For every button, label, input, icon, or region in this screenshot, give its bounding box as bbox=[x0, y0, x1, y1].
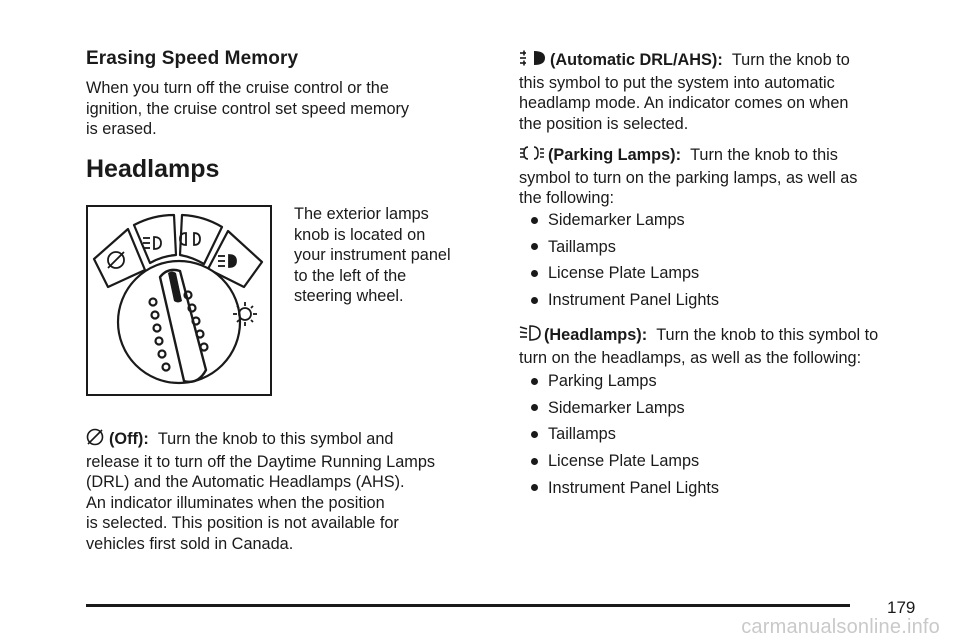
list-item: Sidemarker Lamps bbox=[531, 398, 719, 425]
parking-lamps-term: (Parking Lamps): bbox=[548, 146, 681, 164]
text-line: is erased. bbox=[86, 120, 157, 138]
headlamps-icon bbox=[519, 324, 541, 348]
text-line: turn on the headlamps, as well as the following: bbox=[519, 348, 862, 367]
parking-lamps-list bbox=[531, 210, 719, 317]
erase-paragraph bbox=[86, 78, 478, 140]
off-paragraph bbox=[86, 428, 486, 554]
off-term: (Off): bbox=[109, 430, 149, 448]
text-line: to the left of the bbox=[294, 266, 407, 285]
parking-lamps-paragraph bbox=[519, 144, 929, 209]
section-heading-erasing-speed-memory: Erasing Speed Memory bbox=[86, 48, 299, 69]
list-item: License Plate Lamps bbox=[531, 263, 719, 290]
list-item: Instrument Panel Lights bbox=[531, 290, 719, 317]
headlamps-paragraph bbox=[519, 324, 939, 368]
automatic-headlamp-icon bbox=[519, 49, 547, 73]
section-heading-headlamps: Headlamps bbox=[86, 155, 220, 183]
list-item: Instrument Panel Lights bbox=[531, 478, 719, 505]
text-line bbox=[519, 144, 929, 168]
text-line: (DRL) and the Automatic Headlamps (AHS). bbox=[86, 473, 405, 491]
list-item: License Plate Lamps bbox=[531, 451, 719, 478]
text-line: An indicator illuminates when the position bbox=[86, 493, 385, 512]
text-line: headlamp mode. An indicator comes on when bbox=[519, 94, 849, 112]
parking-lamps-first-text: Turn the knob to this bbox=[690, 146, 838, 164]
text-line: symbol to turn on the parking lamps, as well as bbox=[519, 168, 858, 187]
text-line: your instrument panel bbox=[294, 246, 451, 264]
exterior-lamps-knob-illustration bbox=[86, 205, 272, 396]
text-line: release it to turn off the Daytime Running Lamps bbox=[86, 452, 436, 471]
text-line: the position is selected. bbox=[519, 114, 689, 133]
text-line: knob is located on bbox=[294, 225, 426, 244]
text-line: steering wheel. bbox=[294, 287, 404, 305]
footer-rule bbox=[86, 604, 850, 607]
watermark: carmanualsonline.info bbox=[741, 616, 940, 638]
off-first-text: Turn the knob to this symbol and bbox=[157, 430, 394, 448]
text-line: is selected. This position is not available for bbox=[86, 514, 399, 532]
text-line: ignition, the cruise control set speed memory bbox=[86, 99, 410, 118]
list-item: Sidemarker Lamps bbox=[531, 210, 719, 237]
list-item: Taillamps bbox=[531, 424, 719, 451]
text-line: When you turn off the cruise control or the bbox=[86, 79, 389, 97]
off-icon bbox=[86, 428, 106, 452]
automatic-drl-term: (Automatic DRL/AHS): bbox=[550, 51, 723, 69]
text-line bbox=[519, 49, 929, 73]
list-item: Taillamps bbox=[531, 237, 719, 264]
headlamps-term: (Headlamps): bbox=[544, 326, 648, 344]
list-item: Parking Lamps bbox=[531, 371, 719, 398]
text-line: The exterior lamps bbox=[294, 205, 429, 223]
knob-location-paragraph bbox=[294, 204, 474, 307]
automatic-drl-first-text: Turn the knob to bbox=[731, 51, 850, 69]
headlamps-list bbox=[531, 371, 719, 504]
page-number: 179 bbox=[887, 598, 916, 617]
parking-lamps-icon bbox=[519, 144, 545, 168]
text-line bbox=[86, 428, 486, 452]
text-line bbox=[519, 324, 939, 348]
automatic-drl-paragraph bbox=[519, 49, 929, 134]
text-line: vehicles first sold in Canada. bbox=[86, 534, 294, 553]
text-line: the following: bbox=[519, 189, 615, 207]
lamp-knob-icon bbox=[88, 207, 270, 394]
headlamps-first-text: Turn the knob to this symbol to bbox=[656, 326, 879, 344]
text-line: this symbol to put the system into automatic bbox=[519, 73, 835, 92]
